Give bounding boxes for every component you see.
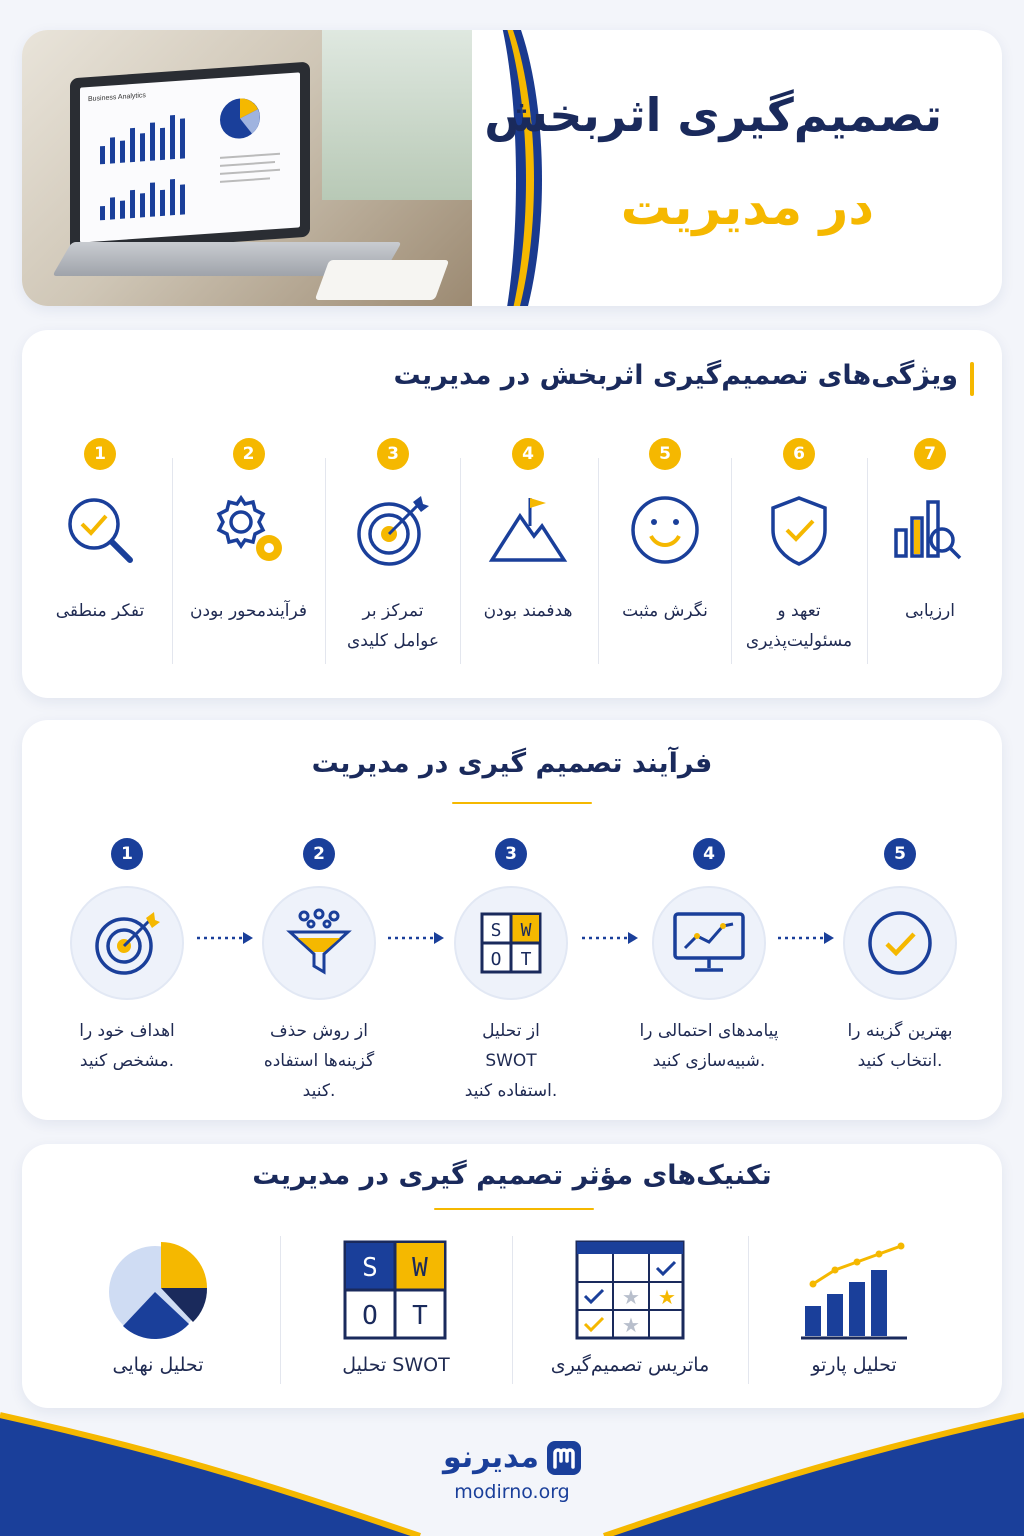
step-label: پیامدهای احتمالی را شبیه‌سازی کنید. [639, 1021, 779, 1071]
process-step [32, 838, 222, 1076]
flow-arrow [582, 930, 642, 946]
pie-chart-icon [103, 1240, 213, 1344]
magnifier-check-icon [60, 490, 140, 570]
pareto-chart-icon [799, 1240, 909, 1344]
technique-label: تحلیل SWOT [342, 1354, 450, 1376]
process-title: فرآیند تصمیم گیری در مدیریت [311, 748, 713, 779]
process-step [805, 838, 995, 1076]
techniques-card [22, 1144, 1002, 1408]
shield-check-icon [759, 490, 839, 570]
feature-item [597, 438, 733, 626]
features-title: ویژگی‌های تصمیم‌گیری اثربخش در مدیریت [393, 360, 958, 391]
technique-item [754, 1240, 954, 1376]
laptop-screen [70, 62, 310, 254]
process-step [416, 838, 606, 1106]
target-icon [92, 908, 162, 978]
dashboard-illustration [80, 72, 300, 242]
svg-text:T: T [412, 1301, 428, 1331]
feature-item [325, 438, 461, 656]
feature-number: 3 [377, 438, 409, 470]
feature-item [460, 438, 596, 626]
feature-label: تفکر منطقی [55, 601, 145, 621]
page-title: تصمیم‌گیری اثربخش [484, 88, 942, 142]
title-underline [452, 802, 592, 804]
feature-number: 6 [783, 438, 815, 470]
svg-text:O: O [362, 1301, 378, 1331]
step-number: 5 [884, 838, 916, 870]
feature-item [172, 438, 325, 626]
chart-search-icon [890, 490, 970, 570]
svg-text:T: T [520, 949, 532, 970]
technique-item [296, 1240, 496, 1376]
decision-matrix-icon [575, 1240, 685, 1344]
techniques-title: تکنیک‌های مؤثر تصمیم گیری در مدیریت [252, 1160, 772, 1191]
technique-item [58, 1240, 258, 1376]
swot-icon [476, 908, 546, 978]
feature-label: نگرش مثبت [622, 601, 708, 621]
step-label: اهداف خود را مشخص کنید. [79, 1021, 175, 1071]
feature-number: 5 [649, 438, 681, 470]
title-underline [434, 1208, 594, 1210]
svg-text:★: ★ [622, 1285, 640, 1309]
process-step [224, 838, 414, 1106]
swot-icon [341, 1240, 451, 1344]
brand-url[interactable]: modirno.org [454, 1481, 570, 1503]
feature-number: 1 [84, 438, 116, 470]
mountain-flag-icon [488, 490, 568, 570]
step-number: 3 [495, 838, 527, 870]
feature-label: ارزیابی [905, 601, 955, 621]
process-step [614, 838, 804, 1076]
smile-icon [625, 490, 705, 570]
svg-text:O: O [490, 949, 502, 970]
step-label: از روش حذف گزینه‌ها استفاده کنید. [263, 1021, 375, 1101]
svg-text:W: W [520, 920, 532, 941]
technique-label: تحلیل نهایی [112, 1354, 204, 1376]
features-card [22, 330, 1002, 698]
step-number: 1 [111, 838, 143, 870]
step-label: بهترین گزینه را انتخاب کنید. [847, 1021, 953, 1071]
feature-number: 7 [914, 438, 946, 470]
feature-number: 4 [512, 438, 544, 470]
hero-card [22, 30, 1002, 306]
step-number: 2 [303, 838, 335, 870]
svg-text:W: W [412, 1253, 428, 1283]
feature-label: فرآیندمحور بودن [189, 601, 308, 621]
feature-item [862, 438, 998, 626]
screen-heading: Business Analytics [88, 92, 146, 104]
feature-item [731, 438, 867, 656]
brand-footer [0, 1440, 1024, 1503]
step-number: 4 [693, 838, 725, 870]
monitor-chart-icon [671, 908, 747, 978]
check-circle-icon [865, 908, 935, 978]
technique-item [530, 1240, 730, 1376]
step-label: از تحلیل SWOT استفاده کنید. [464, 1021, 558, 1101]
brand-logo-icon [547, 1441, 581, 1475]
technique-label: ماتریس تصمیم‌گیری [550, 1354, 710, 1376]
flow-arrow [778, 930, 838, 946]
svg-text:★: ★ [622, 1313, 640, 1337]
feature-item [32, 438, 168, 626]
svg-text:S: S [362, 1253, 378, 1283]
page-subtitle: در مدیریت [620, 178, 874, 236]
gears-icon [209, 490, 289, 570]
target-icon [353, 490, 433, 570]
svg-text:★: ★ [658, 1285, 676, 1309]
title-accent-bar [970, 362, 974, 396]
brand-name: مدیرنو [443, 1440, 539, 1475]
funnel-icon [284, 908, 354, 978]
feature-number: 2 [233, 438, 265, 470]
flow-arrow [388, 930, 448, 946]
svg-text:S: S [490, 920, 502, 941]
feature-label: تمرکز بر عوامل کلیدی [346, 601, 440, 651]
feature-label: هدفمند بودن [483, 601, 573, 621]
process-card [22, 720, 1002, 1120]
feature-label: تعهد و مسئولیت‌پذیری [745, 601, 853, 651]
technique-label: تحلیل پارتو [811, 1354, 897, 1376]
flow-arrow [197, 930, 257, 946]
